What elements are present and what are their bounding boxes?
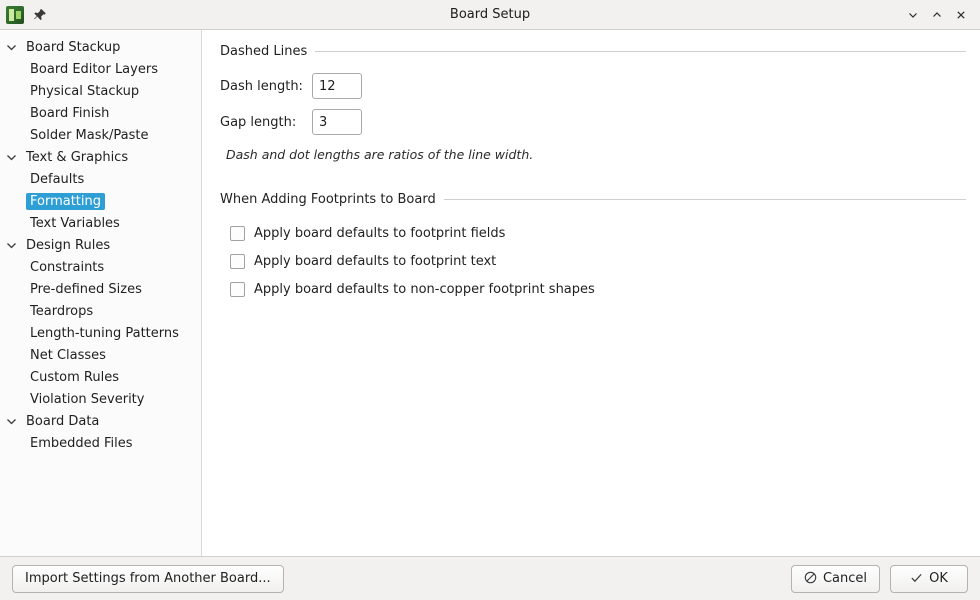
sidebar-item-label: Custom Rules bbox=[30, 369, 120, 385]
sidebar-item-solder-mask-paste[interactable] bbox=[0, 124, 201, 146]
dashed-lines-group-header bbox=[220, 44, 966, 59]
sidebar-item-text-variables[interactable] bbox=[0, 212, 201, 234]
sidebar-item-pre-defined-sizes[interactable] bbox=[0, 278, 201, 300]
apply-defaults-footprint-text-checkbox[interactable] bbox=[230, 254, 245, 269]
cancel-label: Cancel bbox=[822, 571, 867, 586]
sidebar-item-label: Physical Stackup bbox=[30, 83, 140, 99]
apply-defaults-non-copper-shapes-row[interactable] bbox=[220, 277, 966, 301]
sidebar-item-violation-severity[interactable] bbox=[0, 388, 201, 410]
gap-length-input[interactable] bbox=[312, 109, 362, 135]
sidebar-item-length-tuning-patterns[interactable] bbox=[0, 322, 201, 344]
minimize-button[interactable] bbox=[902, 4, 924, 26]
dash-length-input[interactable] bbox=[312, 73, 362, 99]
footprints-group-header bbox=[220, 192, 966, 207]
dialog-footer bbox=[0, 556, 980, 600]
chevron-down-icon[interactable] bbox=[0, 240, 22, 251]
sidebar-item-label: Board Editor Layers bbox=[30, 61, 158, 77]
divider bbox=[444, 199, 966, 200]
close-button[interactable] bbox=[950, 4, 972, 26]
apply-defaults-footprint-fields-row[interactable] bbox=[220, 221, 966, 245]
ok-button[interactable] bbox=[890, 565, 968, 593]
dashed-lines-hint: Dash and dot lengths are ratios of the line width. bbox=[226, 147, 534, 162]
sidebar-item-board-editor-layers[interactable] bbox=[0, 58, 201, 80]
sidebar-item-board-finish[interactable] bbox=[0, 102, 201, 124]
cancel-button[interactable] bbox=[791, 565, 880, 593]
sidebar-item-label: Board Finish bbox=[30, 105, 110, 121]
sidebar-item-board-stackup[interactable] bbox=[0, 36, 201, 58]
dashed-lines-title: Dashed Lines bbox=[220, 44, 308, 59]
sidebar-item-label: Embedded Files bbox=[30, 435, 133, 451]
dash-length-label: Dash length: bbox=[220, 78, 303, 94]
sidebar-item-physical-stackup[interactable] bbox=[0, 80, 201, 102]
window-controls bbox=[902, 4, 980, 26]
sidebar-item-label: Board Stackup bbox=[26, 39, 121, 55]
sidebar-item-label: Design Rules bbox=[26, 237, 111, 253]
import-settings-button[interactable]: Import Settings from Another Board... bbox=[12, 565, 284, 593]
checkbox-label: Apply board defaults to non-copper footprint shapes bbox=[254, 281, 595, 297]
sidebar-item-teardrops[interactable] bbox=[0, 300, 201, 322]
sidebar-item-label: Text & Graphics bbox=[26, 149, 129, 165]
sidebar-item-label: Violation Severity bbox=[30, 391, 145, 407]
footprints-title: When Adding Footprints to Board bbox=[220, 192, 436, 207]
sidebar-item-label: Length-tuning Patterns bbox=[30, 325, 179, 341]
sidebar-item-net-classes[interactable] bbox=[0, 344, 201, 366]
sidebar-item-label: Teardrops bbox=[30, 303, 94, 319]
chevron-down-icon[interactable] bbox=[0, 42, 22, 53]
sidebar-item-label: Text Variables bbox=[30, 215, 120, 231]
pin-icon[interactable] bbox=[32, 7, 48, 23]
sidebar-item-label: Solder Mask/Paste bbox=[30, 127, 149, 143]
sidebar-item-formatting[interactable] bbox=[0, 190, 201, 212]
apply-defaults-footprint-fields-checkbox[interactable] bbox=[230, 226, 245, 241]
dialog-body bbox=[0, 30, 980, 556]
apply-defaults-footprint-text-row[interactable] bbox=[220, 249, 966, 273]
sidebar-item-embedded-files[interactable] bbox=[0, 432, 201, 454]
sidebar-item-constraints[interactable] bbox=[0, 256, 201, 278]
sidebar-item-label: Pre-defined Sizes bbox=[30, 281, 142, 297]
sidebar-item-label: Formatting bbox=[26, 193, 105, 210]
gap-length-row bbox=[220, 109, 966, 135]
titlebar-left-group bbox=[0, 6, 48, 24]
sidebar-item-text-and-graphics[interactable] bbox=[0, 146, 201, 168]
ok-label: OK bbox=[929, 571, 948, 586]
sidebar-item-label: Defaults bbox=[30, 171, 85, 187]
no-entry-icon bbox=[804, 571, 817, 587]
sidebar-item-label: Constraints bbox=[30, 259, 105, 275]
sidebar-item-label: Board Data bbox=[26, 413, 100, 429]
check-icon bbox=[910, 571, 923, 587]
titlebar bbox=[0, 0, 980, 30]
sidebar-item-label: Net Classes bbox=[30, 347, 106, 363]
section-spacer bbox=[220, 162, 966, 192]
sidebar-item-board-data[interactable] bbox=[0, 410, 201, 432]
sidebar-item-design-rules[interactable] bbox=[0, 234, 201, 256]
divider bbox=[315, 51, 966, 52]
chevron-down-icon[interactable] bbox=[0, 416, 22, 427]
window-title: Board Setup bbox=[449, 7, 531, 22]
sidebar-item-defaults[interactable] bbox=[0, 168, 201, 190]
sidebar-item-custom-rules[interactable] bbox=[0, 366, 201, 388]
dash-length-row bbox=[220, 73, 966, 99]
checkbox-label: Apply board defaults to footprint text bbox=[254, 253, 497, 269]
maximize-button[interactable] bbox=[926, 4, 948, 26]
formatting-panel bbox=[202, 30, 980, 556]
checkbox-label: Apply board defaults to footprint fields bbox=[254, 225, 506, 241]
kicad-pcb-icon bbox=[6, 6, 24, 24]
apply-defaults-non-copper-shapes-checkbox[interactable] bbox=[230, 282, 245, 297]
gap-length-label: Gap length: bbox=[220, 114, 297, 130]
chevron-down-icon[interactable] bbox=[0, 152, 22, 163]
settings-tree[interactable] bbox=[0, 30, 202, 556]
